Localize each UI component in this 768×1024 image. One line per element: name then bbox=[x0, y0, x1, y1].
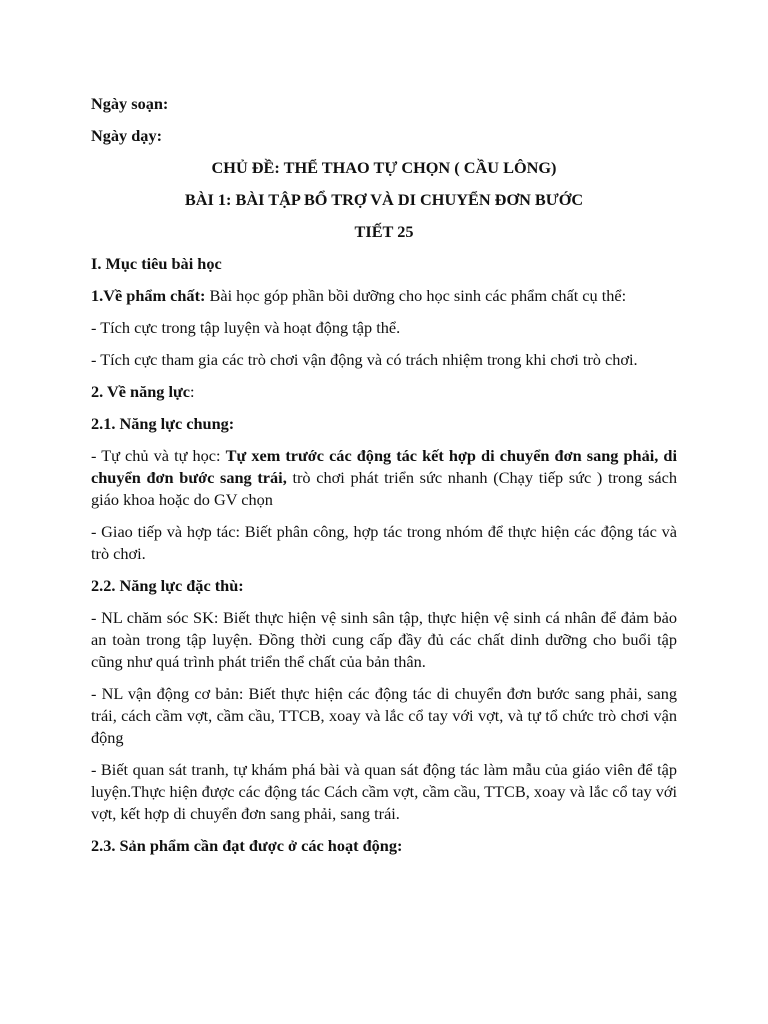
ngay-soan-label: Ngày soạn: bbox=[91, 94, 169, 113]
section-2-heading bbox=[91, 381, 677, 403]
lesson-title: BÀI 1: BÀI TẬP BỔ TRỢ VÀ DI CHUYỂN ĐƠN BƯỚC bbox=[184, 190, 584, 209]
quan-sat-paragraph: - Biết quan sát tranh, tự khám phá bài và quan sát động tác làm mẫu của giáo viên để tập luyện.Thực hiện được các động tác Cách cầm vợt, cầm cầu, TTCB, xoay và lắc cổ tay với vợt, kết hợp di chuyển đơn sang phải, sang trái. bbox=[91, 760, 677, 823]
tu-chu-prefix: - Tự chủ và tự học: bbox=[91, 446, 226, 465]
ngay-day-label: Ngày dạy: bbox=[91, 126, 163, 145]
pham-chat-paragraph bbox=[91, 285, 677, 307]
pham-chat-label: 1.Về phẩm chất: bbox=[91, 286, 206, 305]
section-2-heading-colon: : bbox=[190, 382, 195, 401]
tu-chu-paragraph bbox=[91, 445, 677, 511]
pham-chat-text: Bài học góp phần bồi dưỡng cho học sinh các phẩm chất cụ thể: bbox=[205, 286, 627, 305]
document-page bbox=[91, 93, 677, 867]
san-pham-heading: 2.3. Sản phẩm cần đạt được ở các hoạt động: bbox=[91, 836, 403, 855]
van-dong-paragraph: - NL vận động cơ bản: Biết thực hiện các động tác di chuyển đơn bước sang phải, sang trái, cách cầm vợt, cầm cầu, TTCB, xoay và lắc cổ tay với vợt, và tự tổ chức trò chơi vận động bbox=[91, 684, 677, 747]
period-title: TIẾT 25 bbox=[354, 222, 414, 241]
topic-title: CHỦ ĐỀ: THỂ THAO TỰ CHỌN ( CẦU LÔNG) bbox=[211, 158, 557, 177]
tu-chu-bold: Tự xem trước các động tác kết hợp di chuyển đơn sang phải, di chuyển đơn bước sang trái, bbox=[91, 446, 678, 487]
pham-chat-item-1: - Tích cực trong tập luyện và hoạt động tập thể. bbox=[91, 318, 401, 337]
cham-soc-paragraph: - NL chăm sóc SK: Biết thực hiện vệ sinh sân tập, thực hiện vệ sinh cá nhân để đảm bảo an toàn trong tập luyện. Đồng thời cung cấp đầy đủ các chất dinh dưỡng cho buổi tập cũng như quá trình phát triển thể chất của bản thân. bbox=[91, 608, 677, 671]
section-1-heading: I. Mục tiêu bài học bbox=[91, 254, 222, 273]
pham-chat-item-2: - Tích cực tham gia các trò chơi vận động và có trách nhiệm trong khi chơi trò chơi. bbox=[91, 350, 638, 369]
section-2-heading-text: 2. Về năng lực bbox=[91, 382, 191, 401]
nang-luc-dac-thu-heading: 2.2. Năng lực đặc thù: bbox=[91, 576, 244, 595]
tu-chu-rest: trò chơi phát triển sức nhanh (Chạy tiếp sức ) trong sách giáo khoa hoặc do GV chọn bbox=[91, 468, 678, 509]
nang-luc-chung-heading: 2.1. Năng lực chung: bbox=[91, 414, 235, 433]
giao-tiep-paragraph: - Giao tiếp và hợp tác: Biết phân công, hợp tác trong nhóm để thực hiện các động tác và trò chơi. bbox=[91, 522, 677, 563]
